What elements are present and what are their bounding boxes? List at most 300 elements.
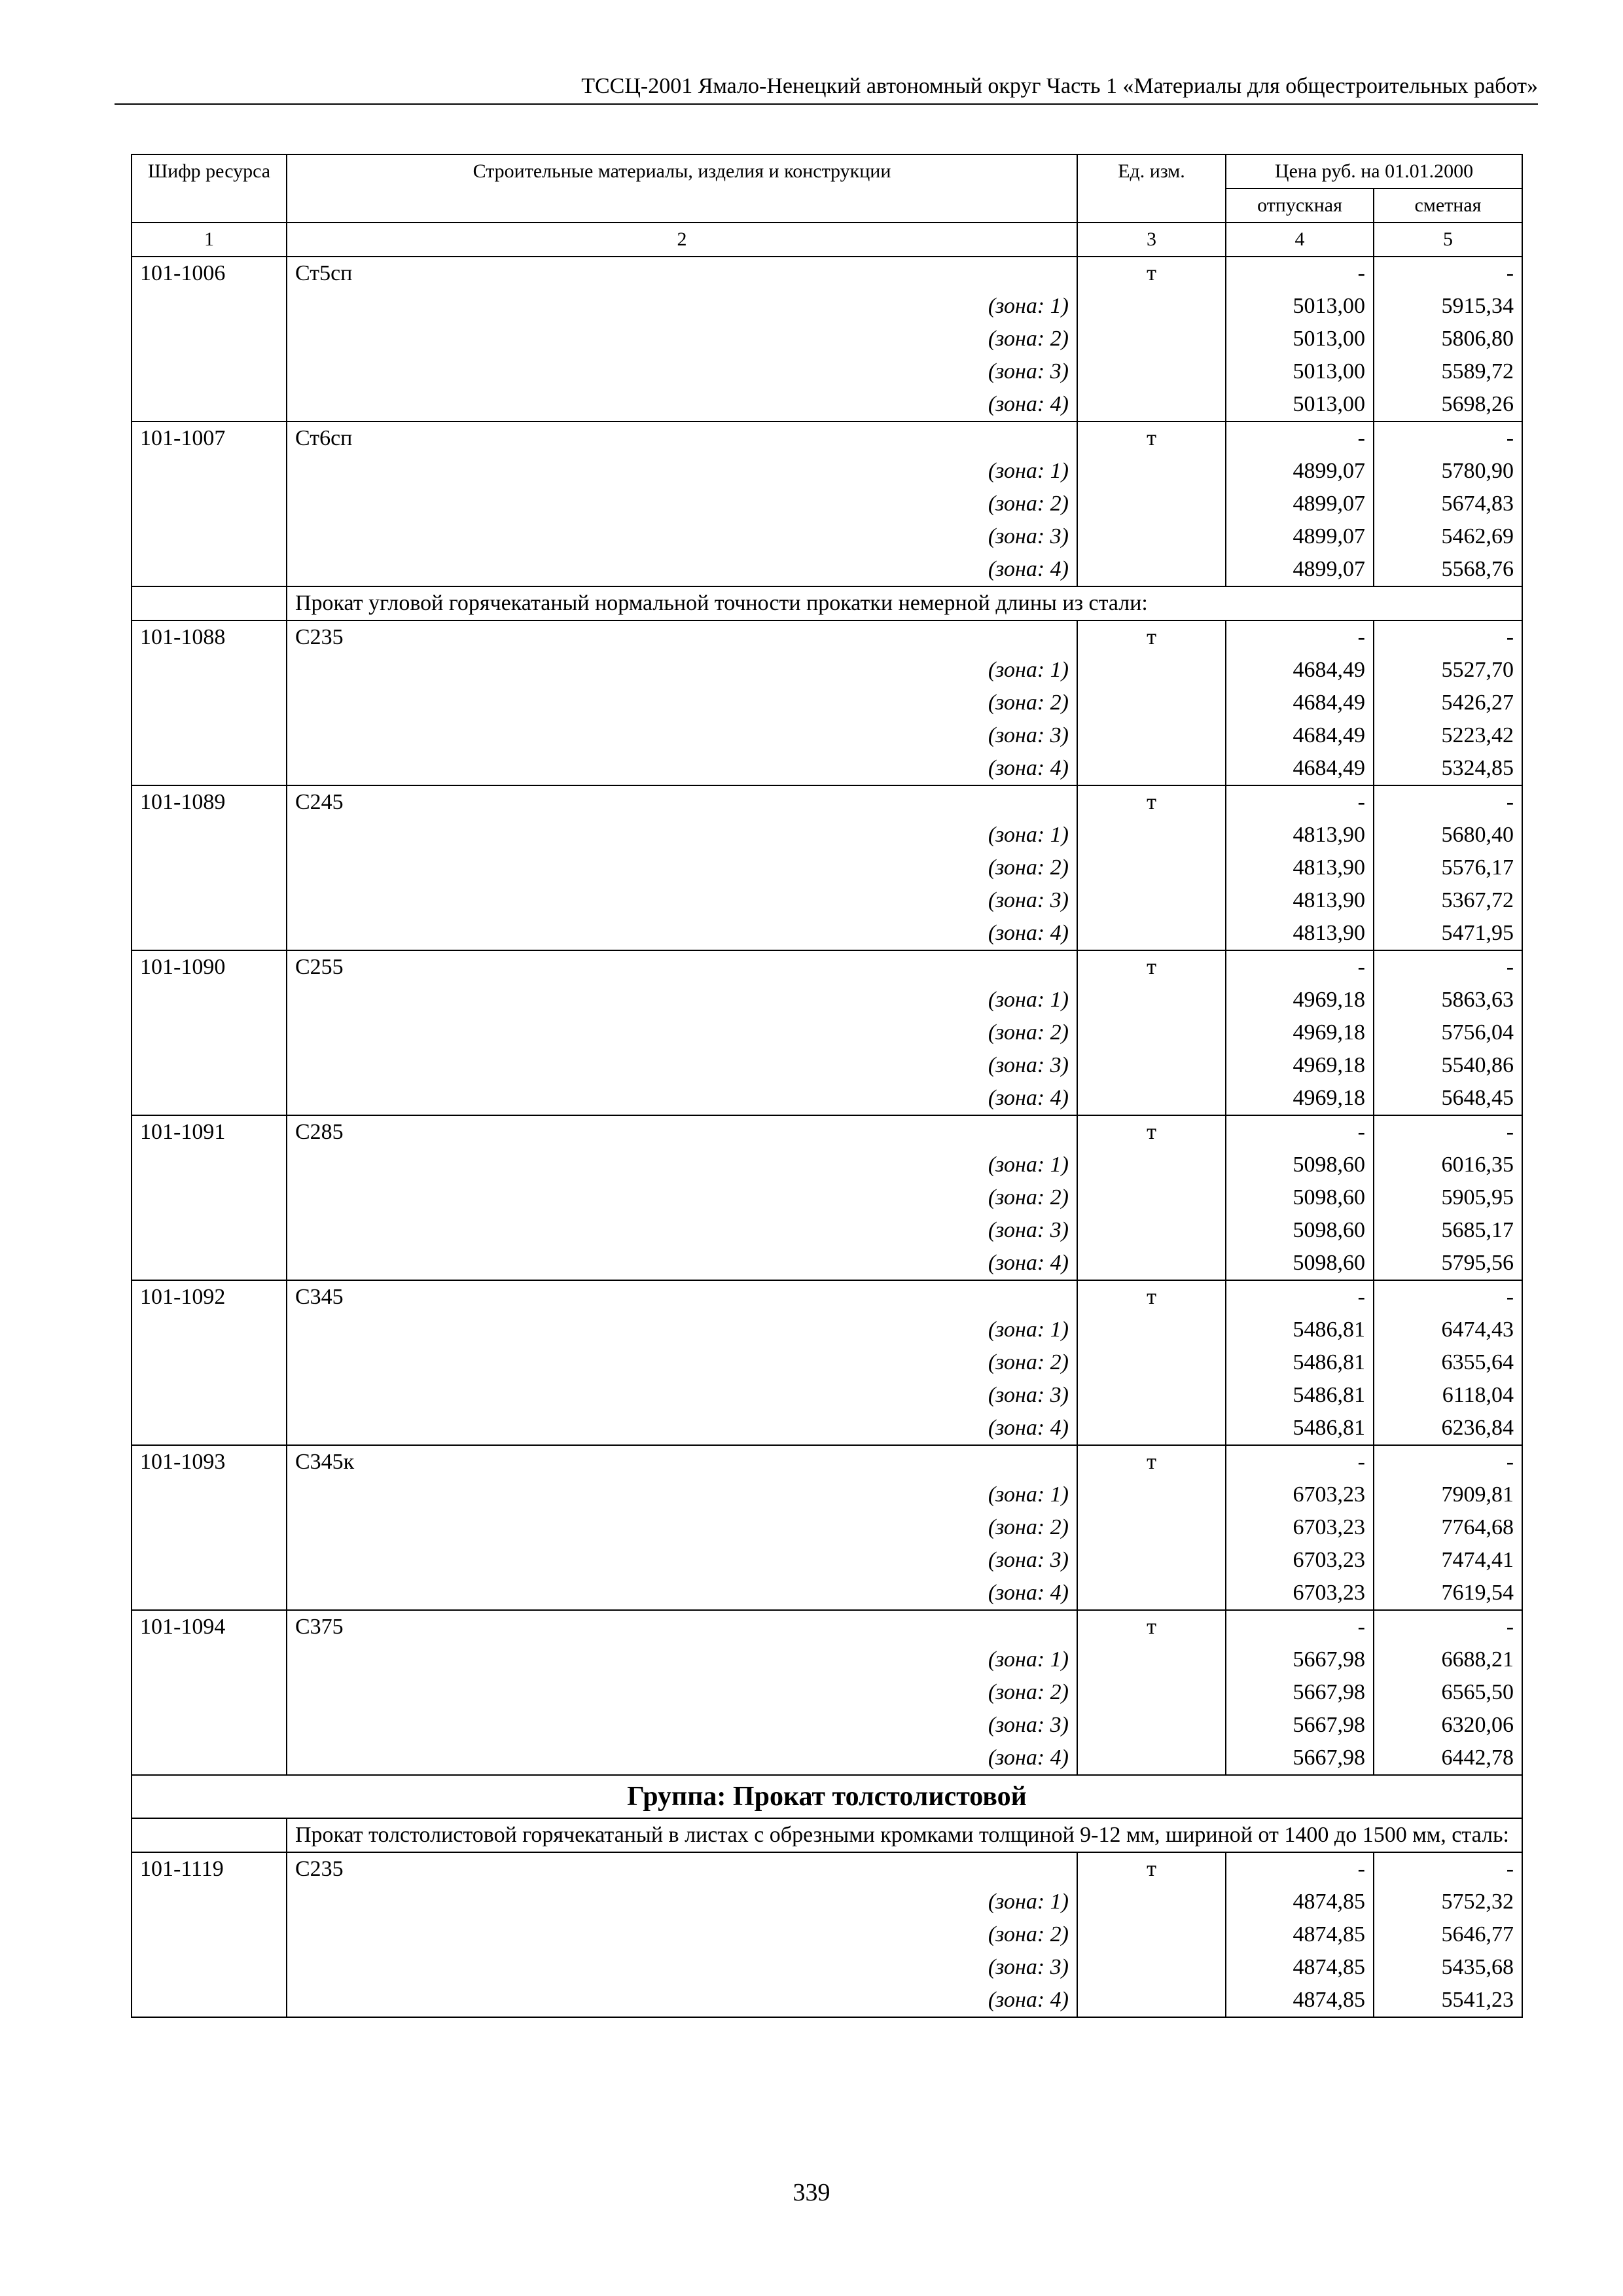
release-price: 5667,98 — [1226, 1742, 1374, 1775]
resource-code-empty — [132, 1247, 287, 1280]
zone-row — [132, 455, 1522, 488]
unit-cell-empty — [1077, 1049, 1226, 1082]
resource-code-empty — [132, 553, 287, 586]
resource-code-empty — [132, 1643, 287, 1676]
estimate-price: - — [1374, 422, 1522, 455]
resource-code-empty — [132, 984, 287, 1016]
estimate-price: 7619,54 — [1374, 1577, 1522, 1610]
estimate-price: - — [1374, 1115, 1522, 1149]
resource-code-empty — [132, 1742, 287, 1775]
zone-label: (зона: 4) — [287, 1577, 1077, 1610]
zone-row — [132, 1984, 1522, 2017]
estimate-price: 5541,23 — [1374, 1984, 1522, 2017]
resource-code: 101-1091 — [132, 1115, 287, 1149]
estimate-price: 5680,40 — [1374, 819, 1522, 852]
resource-code-empty — [132, 455, 287, 488]
release-price: - — [1226, 950, 1374, 984]
resource-code: 101-1007 — [132, 422, 287, 455]
release-price: 5667,98 — [1226, 1643, 1374, 1676]
release-price: 5667,98 — [1226, 1709, 1374, 1742]
zone-row — [132, 852, 1522, 884]
zone-row — [132, 1577, 1522, 1610]
estimate-price: 5471,95 — [1374, 917, 1522, 950]
zone-row — [132, 1544, 1522, 1577]
resource-code-empty — [132, 1984, 287, 2017]
zone-label: (зона: 4) — [287, 1742, 1077, 1775]
release-price: 4813,90 — [1226, 917, 1374, 950]
resource-code-empty — [132, 520, 287, 553]
material-name: Ст6сп — [287, 422, 1077, 455]
material-name: С235 — [287, 620, 1077, 654]
zone-label: (зона: 2) — [287, 1676, 1077, 1709]
unit-cell: т — [1077, 620, 1226, 654]
zone-label: (зона: 2) — [287, 1511, 1077, 1544]
material-name: Ст5сп — [287, 257, 1077, 290]
estimate-price: 5806,80 — [1374, 323, 1522, 355]
estimate-price: 6320,06 — [1374, 1709, 1522, 1742]
unit-cell: т — [1077, 257, 1226, 290]
release-price: 5667,98 — [1226, 1676, 1374, 1709]
resource-code-empty — [132, 1314, 287, 1346]
unit-cell-empty — [1077, 1247, 1226, 1280]
release-price: - — [1226, 257, 1374, 290]
resource-code-empty — [132, 1214, 287, 1247]
zone-row — [132, 1049, 1522, 1082]
unit-cell-empty — [1077, 819, 1226, 852]
estimate-price: 5527,70 — [1374, 654, 1522, 687]
unit-cell-empty — [1077, 1511, 1226, 1544]
table-row — [132, 785, 1522, 819]
estimate-price: - — [1374, 620, 1522, 654]
resource-code-empty — [132, 488, 287, 520]
estimate-price: 6688,21 — [1374, 1643, 1522, 1676]
unit-cell-empty — [1077, 323, 1226, 355]
unit-cell-empty — [1077, 290, 1226, 323]
zone-label: (зона: 4) — [287, 752, 1077, 785]
resource-code-empty — [132, 1676, 287, 1709]
resource-code-empty — [132, 917, 287, 950]
estimate-price: 5648,45 — [1374, 1082, 1522, 1115]
estimate-price: 5795,56 — [1374, 1247, 1522, 1280]
material-name: С255 — [287, 950, 1077, 984]
zone-label: (зона: 1) — [287, 1149, 1077, 1181]
release-price: - — [1226, 1115, 1374, 1149]
zone-row — [132, 819, 1522, 852]
unit-cell-empty — [1077, 1346, 1226, 1379]
resource-code-empty — [132, 1379, 287, 1412]
release-price: 4969,18 — [1226, 1049, 1374, 1082]
release-price: 5013,00 — [1226, 355, 1374, 388]
resource-code-empty — [132, 884, 287, 917]
resource-code-empty — [132, 654, 287, 687]
release-price: - — [1226, 620, 1374, 654]
zone-row — [132, 355, 1522, 388]
release-price: 4969,18 — [1226, 984, 1374, 1016]
resource-code-empty — [132, 719, 287, 752]
price-table — [131, 154, 1523, 2018]
resource-code-empty — [132, 290, 287, 323]
unit-cell: т — [1077, 1280, 1226, 1314]
release-price: 4813,90 — [1226, 884, 1374, 917]
unit-cell-empty — [1077, 488, 1226, 520]
release-price: 5098,60 — [1226, 1214, 1374, 1247]
release-price: 4899,07 — [1226, 520, 1374, 553]
release-price: 6703,23 — [1226, 1479, 1374, 1511]
zone-row — [132, 1709, 1522, 1742]
estimate-price: 7909,81 — [1374, 1479, 1522, 1511]
estimate-price: 7474,41 — [1374, 1544, 1522, 1577]
table-row — [132, 1115, 1522, 1149]
unit-cell-empty — [1077, 1544, 1226, 1577]
zone-row — [132, 1016, 1522, 1049]
release-price: 4899,07 — [1226, 553, 1374, 586]
col-header-code: Шифр ресурса — [132, 154, 287, 223]
estimate-price: 6474,43 — [1374, 1314, 1522, 1346]
unit-cell-empty — [1077, 455, 1226, 488]
estimate-price: 5752,32 — [1374, 1886, 1522, 1918]
resource-code-empty — [132, 1544, 287, 1577]
release-price: 5486,81 — [1226, 1379, 1374, 1412]
zone-label: (зона: 3) — [287, 1214, 1077, 1247]
unit-cell-empty — [1077, 917, 1226, 950]
table-row — [132, 1280, 1522, 1314]
zone-label: (зона: 4) — [287, 1412, 1077, 1445]
unit-cell-empty — [1077, 1742, 1226, 1775]
table-row — [132, 950, 1522, 984]
zone-label: (зона: 3) — [287, 1049, 1077, 1082]
zone-label: (зона: 3) — [287, 884, 1077, 917]
release-price: 4969,18 — [1226, 1016, 1374, 1049]
unit-cell-empty — [1077, 1149, 1226, 1181]
zone-label: (зона: 3) — [287, 1709, 1077, 1742]
zone-row — [132, 488, 1522, 520]
release-price: - — [1226, 422, 1374, 455]
unit-cell: т — [1077, 785, 1226, 819]
estimate-price: - — [1374, 950, 1522, 984]
resource-code-empty — [132, 852, 287, 884]
zone-row — [132, 1479, 1522, 1511]
estimate-price: 5324,85 — [1374, 752, 1522, 785]
material-name: С345 — [287, 1280, 1077, 1314]
col-header-release-price: отпускная — [1226, 188, 1374, 223]
zone-label: (зона: 1) — [287, 819, 1077, 852]
estimate-price: - — [1374, 1852, 1522, 1886]
resource-code: 101-1093 — [132, 1445, 287, 1479]
unit-cell-empty — [1077, 1412, 1226, 1445]
zone-row — [132, 984, 1522, 1016]
unit-cell-empty — [1077, 388, 1226, 422]
unit-cell-empty — [1077, 1577, 1226, 1610]
release-price: 4899,07 — [1226, 488, 1374, 520]
unit-cell: т — [1077, 1852, 1226, 1886]
resource-code-empty — [132, 355, 287, 388]
unit-cell-empty — [1077, 654, 1226, 687]
resource-code-empty — [132, 323, 287, 355]
estimate-price: - — [1374, 1445, 1522, 1479]
col-number: 5 — [1374, 223, 1522, 257]
release-price: 6703,23 — [1226, 1511, 1374, 1544]
zone-label: (зона: 3) — [287, 1379, 1077, 1412]
subheading-row — [132, 1818, 1522, 1852]
release-price: - — [1226, 1445, 1374, 1479]
zone-label: (зона: 4) — [287, 1082, 1077, 1115]
estimate-price: 6355,64 — [1374, 1346, 1522, 1379]
unit-cell-empty — [1077, 984, 1226, 1016]
zone-row — [132, 1886, 1522, 1918]
subheading-spacer — [132, 1818, 287, 1852]
estimate-price: 5589,72 — [1374, 355, 1522, 388]
unit-cell-empty — [1077, 1181, 1226, 1214]
running-header: ТССЦ-2001 Ямало-Ненецкий автономный округ Часть 1 «Материалы для общестроительных работ» — [581, 74, 1538, 98]
zone-label: (зона: 3) — [287, 520, 1077, 553]
zone-label: (зона: 1) — [287, 1479, 1077, 1511]
zone-label: (зона: 2) — [287, 1346, 1077, 1379]
zone-row — [132, 1314, 1522, 1346]
zone-label: (зона: 3) — [287, 1544, 1077, 1577]
resource-code-empty — [132, 1412, 287, 1445]
header-rule — [115, 103, 1538, 105]
zone-row — [132, 1149, 1522, 1181]
unit-cell-empty — [1077, 1918, 1226, 1951]
zone-row — [132, 1643, 1522, 1676]
table-row — [132, 620, 1522, 654]
zone-label: (зона: 2) — [287, 687, 1077, 719]
unit-cell-empty — [1077, 1951, 1226, 1984]
estimate-price: 5426,27 — [1374, 687, 1522, 719]
estimate-price: 5540,86 — [1374, 1049, 1522, 1082]
resource-code-empty — [132, 388, 287, 422]
release-price: 4684,49 — [1226, 687, 1374, 719]
estimate-price: 5435,68 — [1374, 1951, 1522, 1984]
resource-code: 101-1090 — [132, 950, 287, 984]
resource-code-empty — [132, 1346, 287, 1379]
resource-code: 101-1089 — [132, 785, 287, 819]
zone-label: (зона: 4) — [287, 1984, 1077, 2017]
release-price: 4874,85 — [1226, 1951, 1374, 1984]
page-number: 339 — [793, 2179, 830, 2206]
estimate-price: 6442,78 — [1374, 1742, 1522, 1775]
resource-code: 101-1094 — [132, 1610, 287, 1643]
zone-label: (зона: 1) — [287, 1886, 1077, 1918]
material-name: С285 — [287, 1115, 1077, 1149]
zone-row — [132, 1676, 1522, 1709]
zone-label: (зона: 3) — [287, 719, 1077, 752]
table-row — [132, 1445, 1522, 1479]
estimate-price: 7764,68 — [1374, 1511, 1522, 1544]
zone-row — [132, 1511, 1522, 1544]
zone-label: (зона: 1) — [287, 1643, 1077, 1676]
col-header-name: Строительные материалы, изделия и конструкции — [287, 154, 1077, 223]
unit-cell-empty — [1077, 520, 1226, 553]
material-name: С375 — [287, 1610, 1077, 1643]
estimate-price: 5685,17 — [1374, 1214, 1522, 1247]
release-price: 5013,00 — [1226, 323, 1374, 355]
zone-row — [132, 1346, 1522, 1379]
release-price: 4969,18 — [1226, 1082, 1374, 1115]
unit-cell-empty — [1077, 1479, 1226, 1511]
col-number: 3 — [1077, 223, 1226, 257]
unit-cell: т — [1077, 950, 1226, 984]
estimate-price: 6565,50 — [1374, 1676, 1522, 1709]
group-row — [132, 1775, 1522, 1818]
release-price: 4813,90 — [1226, 852, 1374, 884]
resource-code: 101-1119 — [132, 1852, 287, 1886]
estimate-price: 5462,69 — [1374, 520, 1522, 553]
release-price: 4684,49 — [1226, 654, 1374, 687]
release-price: 4874,85 — [1226, 1984, 1374, 2017]
zone-row — [132, 1082, 1522, 1115]
zone-row — [132, 654, 1522, 687]
resource-code-empty — [132, 1886, 287, 1918]
unit-cell-empty — [1077, 687, 1226, 719]
zone-label: (зона: 2) — [287, 1016, 1077, 1049]
col-number: 4 — [1226, 223, 1374, 257]
release-price: 5098,60 — [1226, 1181, 1374, 1214]
col-header-unit: Ед. изм. — [1077, 154, 1226, 223]
release-price: 4874,85 — [1226, 1886, 1374, 1918]
zone-label: (зона: 1) — [287, 290, 1077, 323]
zone-row — [132, 1951, 1522, 1984]
unit-cell-empty — [1077, 1016, 1226, 1049]
resource-code-empty — [132, 1577, 287, 1610]
table-row — [132, 422, 1522, 455]
subheading-row — [132, 586, 1522, 620]
subheading-text: Прокат толстолистовой горячекатаный в листах с обрезными кромками толщиной 9-12 мм, шириной от 1400 до 1500 мм, сталь: — [287, 1818, 1522, 1852]
zone-row — [132, 1181, 1522, 1214]
zone-label: (зона: 2) — [287, 323, 1077, 355]
unit-cell: т — [1077, 1115, 1226, 1149]
unit-cell: т — [1077, 422, 1226, 455]
resource-code-empty — [132, 687, 287, 719]
release-price: 6703,23 — [1226, 1544, 1374, 1577]
zone-label: (зона: 4) — [287, 1247, 1077, 1280]
unit-cell-empty — [1077, 1379, 1226, 1412]
estimate-price: 5698,26 — [1374, 388, 1522, 422]
unit-cell-empty — [1077, 1082, 1226, 1115]
material-name: С235 — [287, 1852, 1077, 1886]
resource-code: 101-1088 — [132, 620, 287, 654]
zone-row — [132, 520, 1522, 553]
zone-label: (зона: 4) — [287, 553, 1077, 586]
zone-row — [132, 1247, 1522, 1280]
resource-code: 101-1006 — [132, 257, 287, 290]
zone-label: (зона: 4) — [287, 388, 1077, 422]
unit-cell-empty — [1077, 1984, 1226, 2017]
release-price: 5486,81 — [1226, 1314, 1374, 1346]
col-number: 1 — [132, 223, 287, 257]
zone-label: (зона: 2) — [287, 1918, 1077, 1951]
zone-row — [132, 752, 1522, 785]
unit-cell-empty — [1077, 719, 1226, 752]
estimate-price: 5674,83 — [1374, 488, 1522, 520]
resource-code-empty — [132, 1149, 287, 1181]
zone-row — [132, 1214, 1522, 1247]
zone-label: (зона: 4) — [287, 917, 1077, 950]
material-name: С245 — [287, 785, 1077, 819]
zone-label: (зона: 1) — [287, 984, 1077, 1016]
subheading-spacer — [132, 586, 287, 620]
estimate-price: 5568,76 — [1374, 553, 1522, 586]
unit-cell: т — [1077, 1610, 1226, 1643]
resource-code-empty — [132, 1511, 287, 1544]
unit-cell-empty — [1077, 1709, 1226, 1742]
resource-code-empty — [132, 819, 287, 852]
material-name: С345к — [287, 1445, 1077, 1479]
col-number: 2 — [287, 223, 1077, 257]
release-price: - — [1226, 1852, 1374, 1886]
zone-row — [132, 687, 1522, 719]
unit-cell: т — [1077, 1445, 1226, 1479]
zone-label: (зона: 2) — [287, 852, 1077, 884]
estimate-price: 6118,04 — [1374, 1379, 1522, 1412]
zone-row — [132, 1742, 1522, 1775]
resource-code-empty — [132, 752, 287, 785]
estimate-price: 5863,63 — [1374, 984, 1522, 1016]
release-price: 4684,49 — [1226, 752, 1374, 785]
resource-code-empty — [132, 1181, 287, 1214]
estimate-price: - — [1374, 1610, 1522, 1643]
release-price: - — [1226, 785, 1374, 819]
zone-row — [132, 1918, 1522, 1951]
unit-cell-empty — [1077, 1886, 1226, 1918]
estimate-price: - — [1374, 785, 1522, 819]
release-price: 4684,49 — [1226, 719, 1374, 752]
estimate-price: 5367,72 — [1374, 884, 1522, 917]
release-price: 5486,81 — [1226, 1346, 1374, 1379]
table-row — [132, 1610, 1522, 1643]
release-price: 5013,00 — [1226, 290, 1374, 323]
release-price: - — [1226, 1610, 1374, 1643]
unit-cell-empty — [1077, 1676, 1226, 1709]
release-price: 4813,90 — [1226, 819, 1374, 852]
zone-row — [132, 1379, 1522, 1412]
resource-code-empty — [132, 1049, 287, 1082]
estimate-price: - — [1374, 257, 1522, 290]
unit-cell-empty — [1077, 752, 1226, 785]
zone-row — [132, 290, 1522, 323]
subheading-text: Прокат угловой горячекатаный нормальной точности прокатки немерной длины из стали: — [287, 586, 1522, 620]
col-header-estimate-price: сметная — [1374, 188, 1522, 223]
zone-label: (зона: 3) — [287, 355, 1077, 388]
release-price: 5486,81 — [1226, 1412, 1374, 1445]
release-price: 5013,00 — [1226, 388, 1374, 422]
resource-code-empty — [132, 1709, 287, 1742]
zone-row — [132, 719, 1522, 752]
table-row — [132, 257, 1522, 290]
estimate-price: 5905,95 — [1374, 1181, 1522, 1214]
release-price: 5098,60 — [1226, 1149, 1374, 1181]
resource-code-empty — [132, 1479, 287, 1511]
estimate-price: 5780,90 — [1374, 455, 1522, 488]
release-price: - — [1226, 1280, 1374, 1314]
resource-code-empty — [132, 1016, 287, 1049]
resource-code-empty — [132, 1918, 287, 1951]
zone-label: (зона: 2) — [287, 488, 1077, 520]
estimate-price: 5915,34 — [1374, 290, 1522, 323]
zone-label: (зона: 3) — [287, 1951, 1077, 1984]
estimate-price: 5756,04 — [1374, 1016, 1522, 1049]
unit-cell-empty — [1077, 553, 1226, 586]
zone-row — [132, 917, 1522, 950]
zone-row — [132, 553, 1522, 586]
unit-cell-empty — [1077, 884, 1226, 917]
zone-label: (зона: 2) — [287, 1181, 1077, 1214]
table-row — [132, 1852, 1522, 1886]
zone-label: (зона: 1) — [287, 654, 1077, 687]
table-body — [132, 257, 1522, 2017]
estimate-price: 5646,77 — [1374, 1918, 1522, 1951]
estimate-price: 6236,84 — [1374, 1412, 1522, 1445]
